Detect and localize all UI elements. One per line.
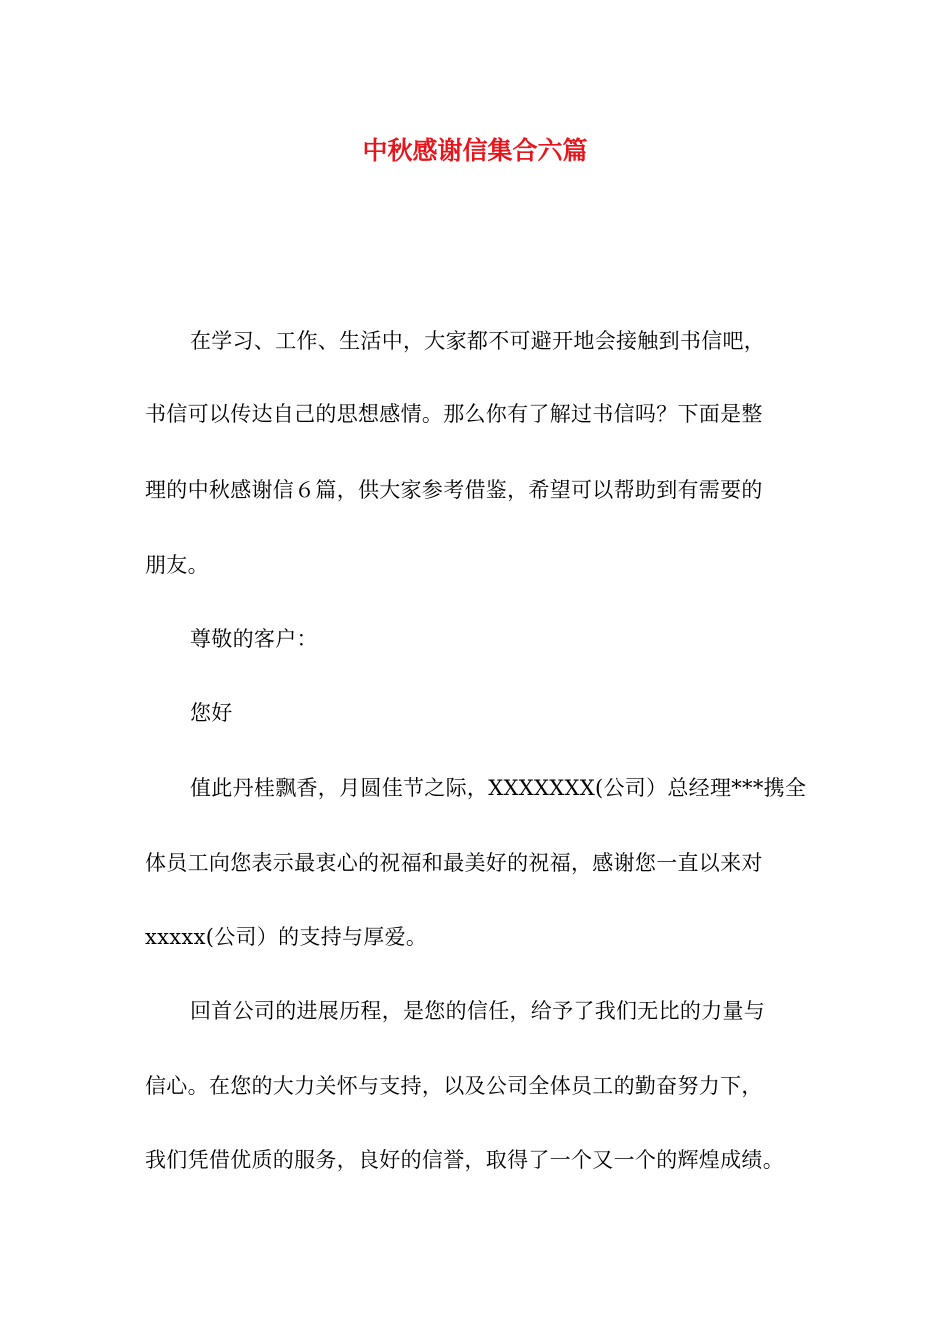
paragraph-line: 回首公司的进展历程，是您的信任，给予了我们无比的力量与 <box>190 999 766 1023</box>
salutation: 尊敬的客户： <box>190 627 318 651</box>
paragraph-line: 信心。在您的大力关怀与支持，以及公司全体员工的勤奋努力下， <box>145 1074 763 1098</box>
paragraph-line: 在学习、工作、生活中，大家都不可避开地会接触到书信吧， <box>190 329 766 353</box>
paragraph-line: 书信可以传达自己的思想感情。那么你有了解过书信吗？下面是整 <box>145 402 763 426</box>
paragraph-line: xxxxx(公司）的支持与厚爱。 <box>145 925 428 949</box>
paragraph-line: 值此丹桂飘香，月圆佳节之际，XXXXXXX(公司）总经理***携全 <box>190 776 807 800</box>
paragraph-line: 朋友。 <box>145 553 209 577</box>
paragraph-line: 理的中秋感谢信６篇，供大家参考借鉴，希望可以帮助到有需要的 <box>145 478 763 502</box>
greeting: 您好 <box>190 701 233 725</box>
document-title: 中秋感谢信集合六篇 <box>362 136 588 165</box>
paragraph-line: 体员工向您表示最衷心的祝福和最美好的祝福，感谢您一直以来对 <box>145 851 763 875</box>
paragraph-line: 我们凭借优质的服务，良好的信誉，取得了一个又一个的辉煌成绩。 <box>145 1148 784 1172</box>
